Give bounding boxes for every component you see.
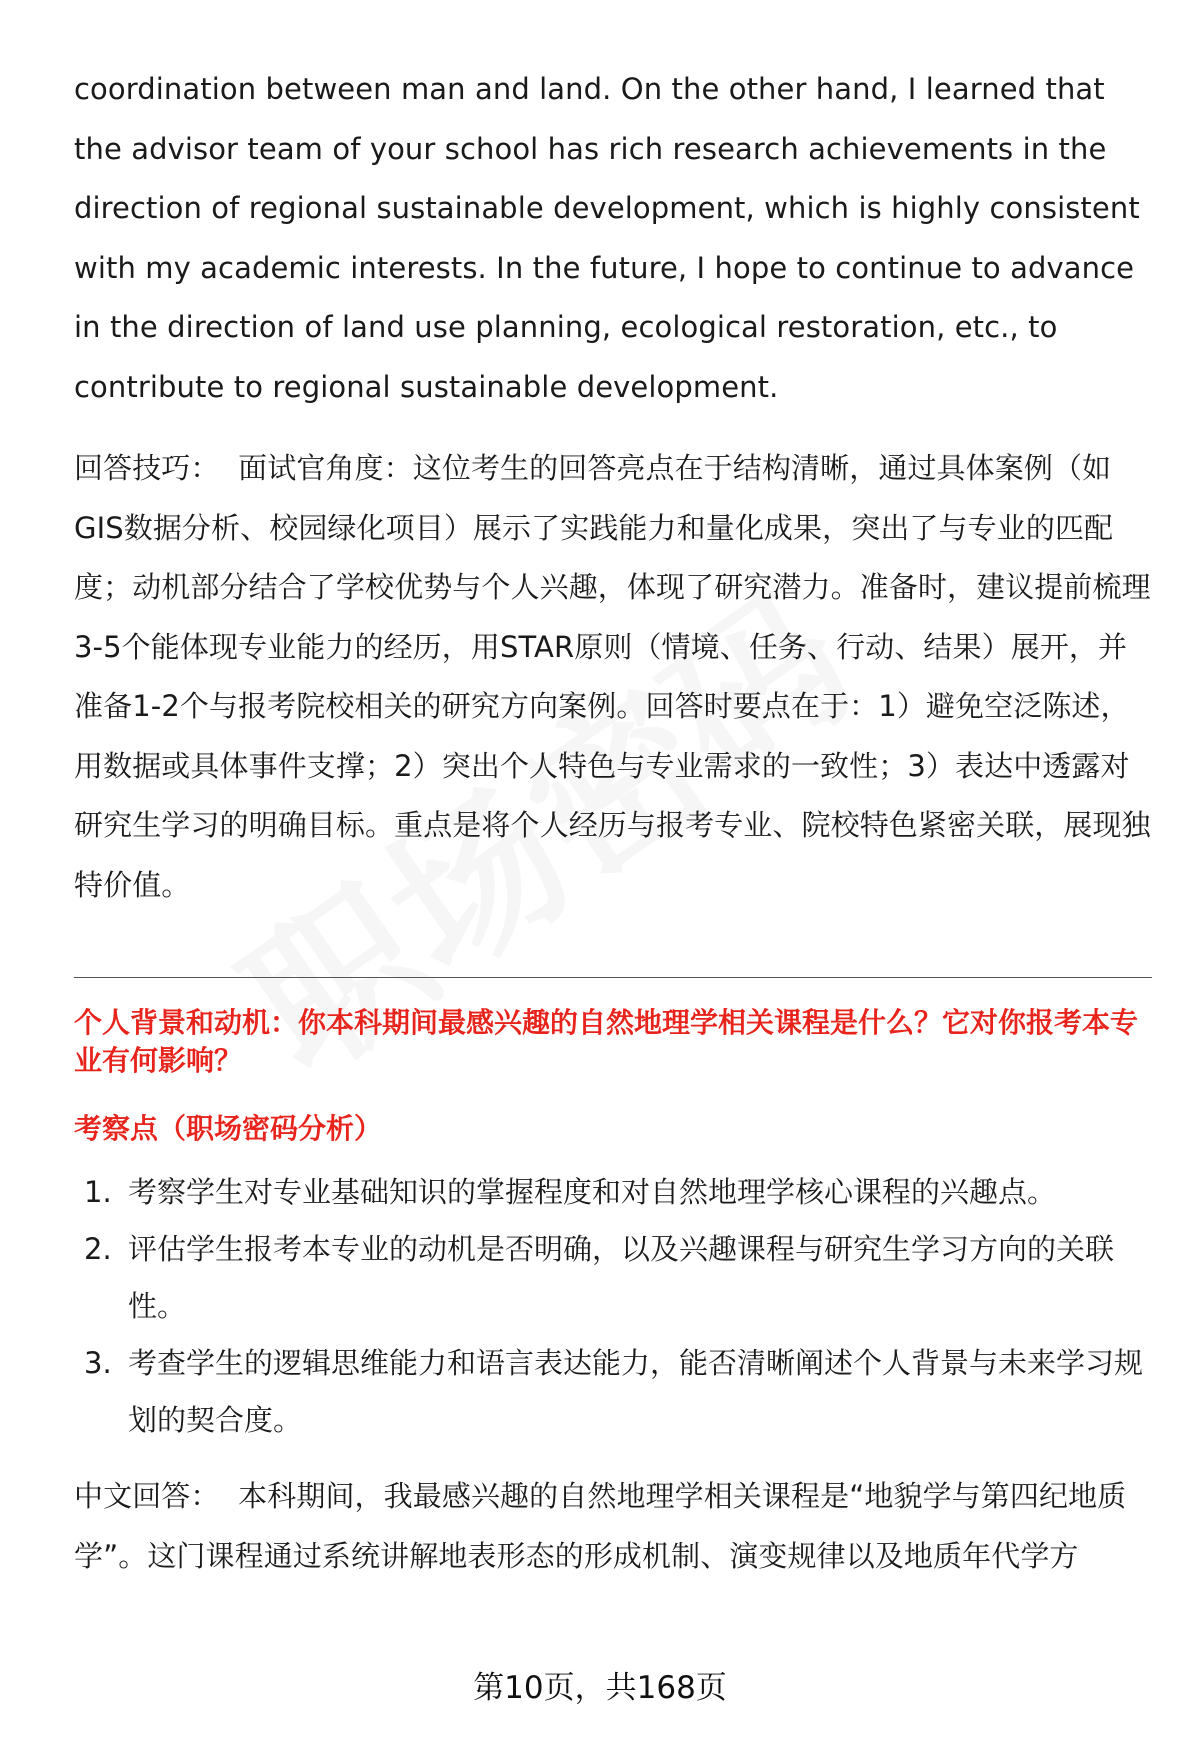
list-item-number: 1. — [84, 1175, 112, 1209]
page-number-footer: 第10页，共168页 — [473, 1670, 727, 1706]
tips-label: 回答技巧： — [74, 451, 220, 485]
list-item-text: 考察学生对专业基础知识的掌握程度和对自然地理学核心课程的兴趣点。 — [128, 1175, 1057, 1209]
list-item-number: 3. — [84, 1346, 112, 1380]
intro-paragraph: coordination between man and land. On the other hand, I learned that the advisor team of your school has rich research achievements in the direction of regional sustainable development, which is highly consistent with my academic interests. In the future, I hope to continue to advance in the direction of land use planning, ecological restoration, etc., to contribute to regional sustainable development. — [74, 72, 1140, 404]
list-item — [74, 1221, 1152, 1335]
question-section — [74, 1004, 1152, 1586]
chinese-answer-paragraph — [74, 1467, 1152, 1586]
list-item-text: 考查学生的逻辑思维能力和语言表达能力，能否清晰阐述个人背景与未来学习规划的契合度。 — [128, 1346, 1144, 1437]
tips-text: 面试官角度：这位考生的回答亮点在于结构清晰，通过具体案例（如GIS数据分析、校园绿化项目）展示了实践能力和量化成果，突出了与专业的匹配度；动机部分结合了学校优势与个人兴趣，体现了研究潜力。准备时，建议提前梳理3-5个能体现专业能力的经历，用STAR原则（情境、任务、行动、结果）展开，并准备1-2个与报考院校相关的研究方向案例。回答时要点在于：1）避免空泛陈述，用数据或具体事件支撑；2）突出个人特色与专业需求的一致性；3）表达中透露对研究生学习的明确目标。重点是将个人经历与报考专业、院校特色紧密关联，展现独特价值。 — [74, 451, 1151, 902]
answer-tips-paragraph — [74, 439, 1152, 915]
list-item — [74, 1164, 1152, 1221]
answer-text: 本科期间，我最感兴趣的自然地理学相关课程是“地貌学与第四纪地质学”。这门课程通过系统讲解地表形态的形成机制、演变规律以及地质年代学方 — [74, 1479, 1127, 1573]
section-divider — [74, 977, 1152, 978]
list-item-text: 评估学生报考本专业的动机是否明确，以及兴趣课程与研究生学习方向的关联性。 — [128, 1232, 1115, 1323]
list-item-number: 2. — [84, 1232, 112, 1266]
points-heading: 考察点（职场密码分析） — [74, 1112, 383, 1145]
assessment-points-list — [74, 1164, 1152, 1449]
answer-label: 中文回答： — [74, 1479, 220, 1513]
question-title: 个人背景和动机：你本科期间最感兴趣的自然地理学相关课程是什么？它对你报考本专业有何影响？ — [74, 1006, 1139, 1077]
page-body — [74, 60, 1152, 915]
list-item — [74, 1335, 1152, 1449]
